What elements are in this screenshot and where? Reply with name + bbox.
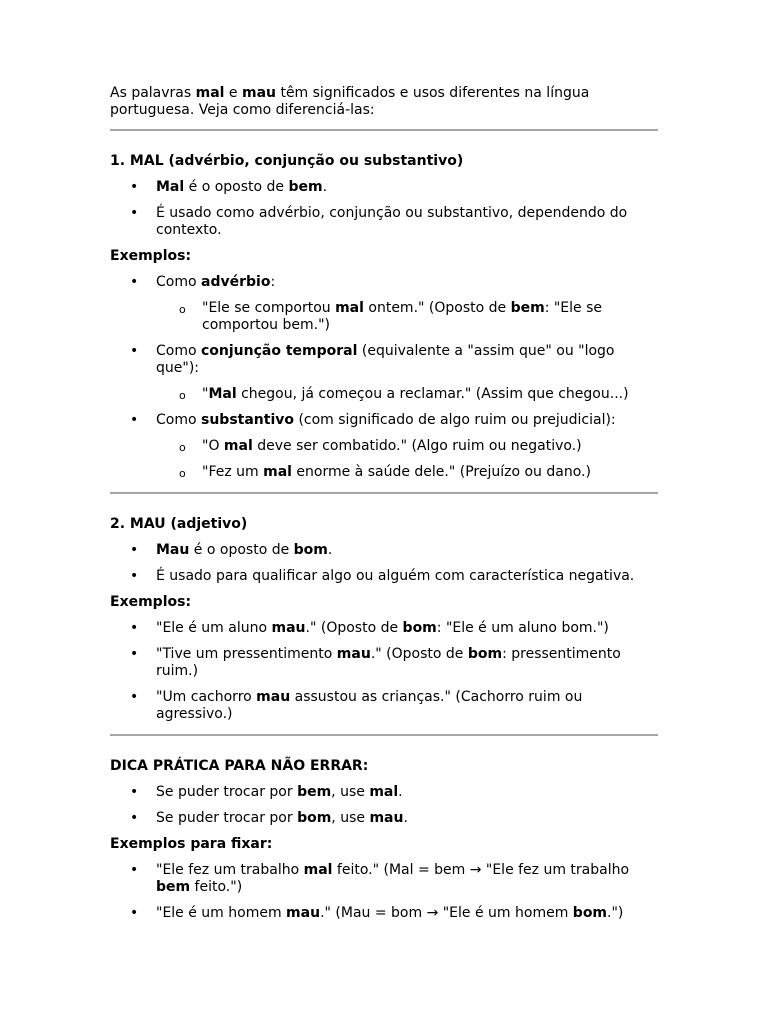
intro-paragraph: As palavras mal e mau têm significados e usos diferentes na língua portuguesa. Veja como diferenciá-las:: [110, 85, 590, 118]
tip-examples-list: [110, 862, 658, 922]
list-item: • Como advérbio:: [110, 274, 658, 291]
section-divider: [110, 492, 658, 494]
examples-label: Exemplos:: [110, 594, 192, 610]
section-divider: [110, 129, 658, 131]
mau-definition-list: [110, 542, 658, 585]
section-divider: [110, 734, 658, 736]
list-item: • Mau é o oposto de bom.: [110, 542, 658, 559]
list-item: • Se puder trocar por bem, use mal.: [110, 784, 658, 801]
examples-label: Exemplos para fixar:: [110, 836, 273, 852]
section-heading-mau: 2. MAU (adjetivo): [110, 516, 248, 532]
document-content: [110, 85, 658, 931]
sub-list-item: o "Ele se comportou mal ontem." (Oposto de bem: "Ele se comportou bem."): [110, 300, 658, 334]
list-item: • "Ele é um homem mau." (Mau = bom → "Ele é um homem bom."): [110, 905, 658, 922]
list-item: • "Ele é um aluno mau." (Oposto de bom: "Ele é um aluno bom."): [110, 620, 658, 637]
list-item: • Mal é o oposto de bem.: [110, 179, 658, 196]
list-item: • É usado como advérbio, conjunção ou substantivo, dependendo do contexto.: [110, 205, 658, 239]
list-item: • Como substantivo (com significado de algo ruim ou prejudicial):: [110, 412, 658, 429]
list-item: • "Um cachorro mau assustou as crianças." (Cachorro ruim ou agressivo.): [110, 689, 658, 723]
tip-list: [110, 784, 658, 827]
sub-list-item: o "Fez um mal enorme à saúde dele." (Prejuízo ou dano.): [110, 464, 658, 481]
mal-examples-list: [110, 274, 658, 481]
list-item: • Se puder trocar por bom, use mau.: [110, 810, 658, 827]
sub-list-item: o "Mal chegou, já começou a reclamar." (Assim que chegou...): [110, 386, 658, 403]
list-item: • "Ele fez um trabalho mal feito." (Mal = bem → "Ele fez um trabalho bem feito."): [110, 862, 658, 896]
list-item: • É usado para qualificar algo ou alguém com característica negativa.: [110, 568, 658, 585]
section-heading-mal: 1. MAL (advérbio, conjunção ou substantivo): [110, 153, 464, 169]
list-item: • Como conjunção temporal (equivalente a "assim que" ou "logo que"):: [110, 343, 658, 377]
examples-label: Exemplos:: [110, 248, 192, 264]
mau-examples-list: [110, 620, 658, 723]
list-item: • "Tive um pressentimento mau." (Oposto de bom: pressentimento ruim.): [110, 646, 658, 680]
mal-definition-list: [110, 179, 658, 239]
section-heading-tip: DICA PRÁTICA PARA NÃO ERRAR:: [110, 758, 369, 774]
sub-list-item: o "O mal deve ser combatido." (Algo ruim ou negativo.): [110, 438, 658, 455]
